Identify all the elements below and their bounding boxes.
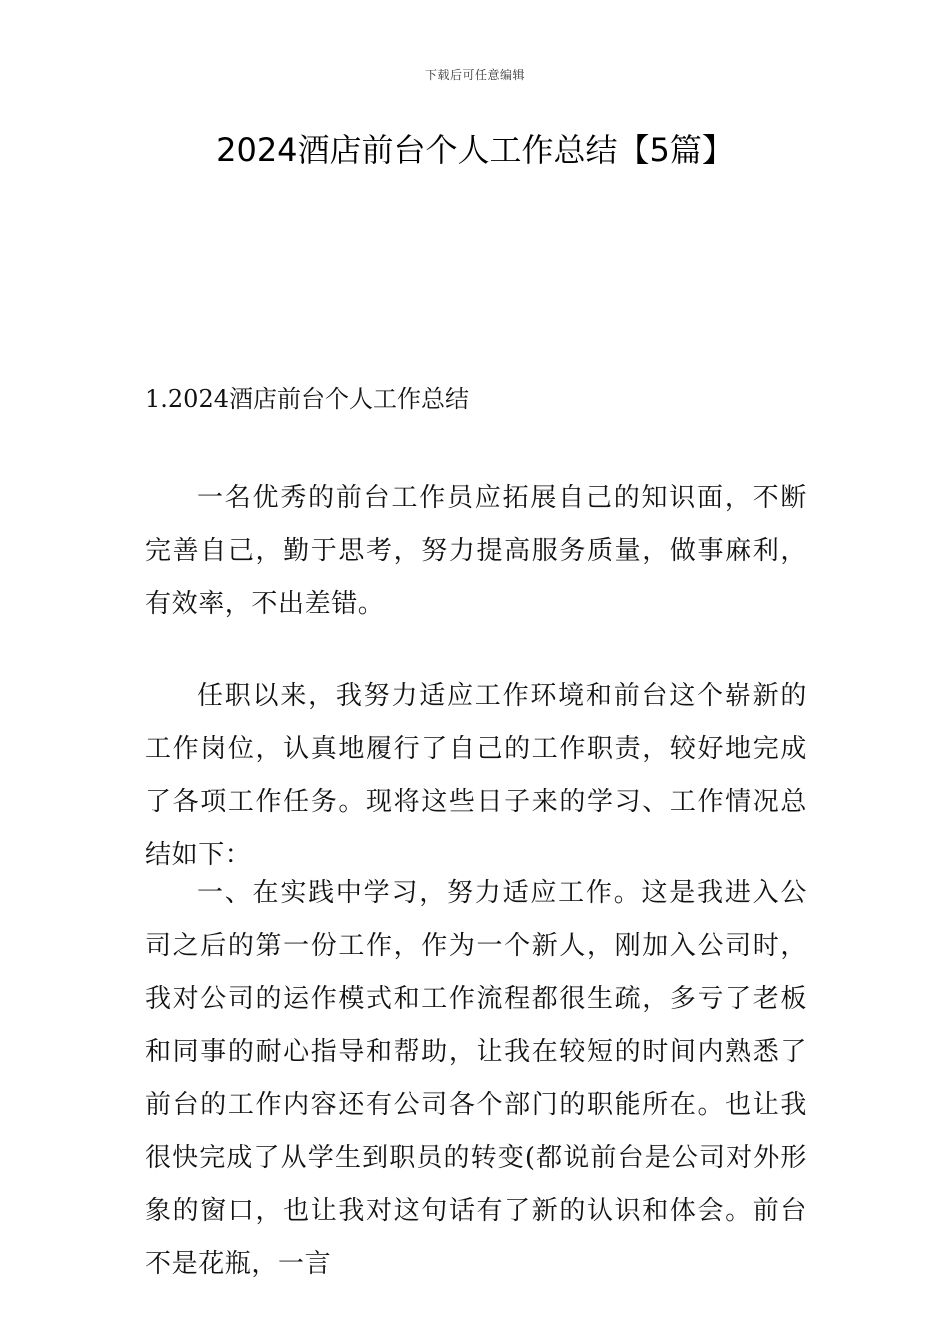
header-note: 下载后可任意编辑 <box>424 68 525 82</box>
document-title: 2024酒店前台个人工作总结【5篇】 <box>216 131 734 169</box>
paragraph: 任职以来，我努力适应工作环境和前台这个崭新的工作岗位，认真地履行了自己的工作职责，较好地完成了各项工作任务。现将这些日子来的学习、工作情况总结如下： <box>145 681 807 870</box>
paragraph: 一名优秀的前台工作员应拓展自己的知识面，不断完善自己，勤于思考，努力提高服务质量，做事麻利，有效率，不出差错。 <box>145 483 807 619</box>
paragraph: 一、在实践中学习，努力适应工作。这是我进入公司之后的第一份工作，作为一个新人，刚加入公司时，我对公司的运作模式和工作流程都很生疏，多亏了老板和同事的耐心指导和帮助，让我在较短的时间内熟悉了前台的工作内容还有公司各个部门的职能所在。也让我很快完成了从学生到职员的转变(都说前台是公司对外形象的窗口，也让我对这句话有了新的认识和体会。前台不是花瓶，一言 <box>145 878 807 1279</box>
section-heading: 1.2024酒店前台个人工作总结 <box>145 385 469 413</box>
